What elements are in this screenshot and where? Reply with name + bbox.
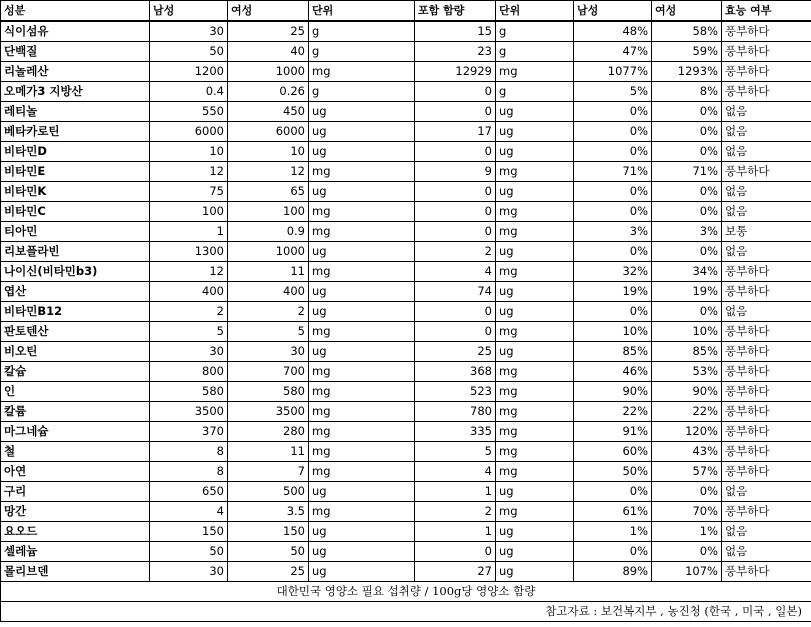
rda-unit-cell: mg [309, 362, 415, 382]
header-cell-content: 포함 함량 [415, 1, 496, 22]
female-pct-cell: 0% [652, 302, 722, 322]
male-pct-cell: 0% [574, 122, 652, 142]
female-rda-cell: 40 [228, 42, 309, 62]
nutrient-name-cell: 베타카로틴 [1, 122, 150, 142]
female-pct-cell: 19% [652, 282, 722, 302]
female-rda-cell: 700 [228, 362, 309, 382]
content-unit-cell: mg [496, 202, 574, 222]
female-rda-cell: 7 [228, 462, 309, 482]
male-rda-cell: 550 [150, 102, 228, 122]
effect-cell: 풍부하다 [722, 262, 811, 282]
content-unit-cell: mg [496, 442, 574, 462]
content-unit-cell: ug [496, 182, 574, 202]
content-unit-cell: g [496, 21, 574, 42]
rda-unit-cell: ug [309, 282, 415, 302]
header-cell-rda-unit: 단위 [309, 1, 415, 22]
female-pct-cell: 1% [652, 522, 722, 542]
table-row [1, 82, 811, 102]
header-cell-nutrient: 성분 [1, 1, 150, 22]
rda-unit-cell: mg [309, 262, 415, 282]
nutrient-name-cell: 마그네슘 [1, 422, 150, 442]
header-cell-effect: 효능 여부 [722, 1, 811, 22]
effect-cell: 풍부하다 [722, 462, 811, 482]
female-rda-cell: 25 [228, 21, 309, 42]
female-rda-cell: 25 [228, 562, 309, 582]
female-rda-cell: 6000 [228, 122, 309, 142]
male-rda-cell: 580 [150, 382, 228, 402]
table-row [1, 422, 811, 442]
rda-unit-cell: ug [309, 142, 415, 162]
content-cell: 0 [415, 102, 496, 122]
rda-unit-cell: mg [309, 422, 415, 442]
male-pct-cell: 10% [574, 322, 652, 342]
content-unit-cell: ug [496, 522, 574, 542]
male-pct-cell: 5% [574, 82, 652, 102]
male-pct-cell: 85% [574, 342, 652, 362]
rda-unit-cell: mg [309, 462, 415, 482]
nutrient-name-cell: 리놀레산 [1, 62, 150, 82]
female-pct-cell: 90% [652, 382, 722, 402]
nutrient-name-cell: 요오드 [1, 522, 150, 542]
content-cell: 5 [415, 442, 496, 462]
male-pct-cell: 60% [574, 442, 652, 462]
male-pct-cell: 0% [574, 542, 652, 562]
table-row [1, 142, 811, 162]
content-cell: 0 [415, 82, 496, 102]
female-pct-cell: 120% [652, 422, 722, 442]
female-pct-cell: 0% [652, 182, 722, 202]
table-row [1, 482, 811, 502]
nutrient-name-cell: 레티놀 [1, 102, 150, 122]
female-rda-cell: 3.5 [228, 502, 309, 522]
effect-cell: 풍부하다 [722, 282, 811, 302]
content-unit-cell: mg [496, 402, 574, 422]
nutrient-name-cell: 구리 [1, 482, 150, 502]
female-rda-cell: 11 [228, 262, 309, 282]
female-rda-cell: 12 [228, 162, 309, 182]
content-unit-cell: mg [496, 162, 574, 182]
table-row [1, 522, 811, 542]
male-pct-cell: 91% [574, 422, 652, 442]
female-rda-cell: 150 [228, 522, 309, 542]
female-rda-cell: 400 [228, 282, 309, 302]
table-caption: 대한민국 영양소 필요 섭취량 / 100g당 영양소 함량 [1, 582, 811, 602]
content-unit-cell: ug [496, 302, 574, 322]
content-cell: 0 [415, 142, 496, 162]
female-pct-cell: 8% [652, 82, 722, 102]
female-pct-cell: 57% [652, 462, 722, 482]
table-row [1, 62, 811, 82]
effect-cell: 풍부하다 [722, 402, 811, 422]
male-pct-cell: 1077% [574, 62, 652, 82]
content-cell: 9 [415, 162, 496, 182]
male-pct-cell: 0% [574, 482, 652, 502]
content-unit-cell: mg [496, 222, 574, 242]
table-row [1, 302, 811, 322]
effect-cell: 풍부하다 [722, 62, 811, 82]
male-rda-cell: 3500 [150, 402, 228, 422]
male-rda-cell: 1 [150, 222, 228, 242]
content-unit-cell: mg [496, 382, 574, 402]
female-pct-cell: 0% [652, 482, 722, 502]
rda-unit-cell: mg [309, 222, 415, 242]
content-cell: 2 [415, 502, 496, 522]
table-row [1, 122, 811, 142]
female-pct-cell: 10% [652, 322, 722, 342]
male-rda-cell: 1300 [150, 242, 228, 262]
header-cell-male-rda: 남성 [150, 1, 228, 22]
table-row [1, 542, 811, 562]
rda-unit-cell: ug [309, 242, 415, 262]
male-rda-cell: 5 [150, 322, 228, 342]
source-cell [1, 602, 811, 622]
female-pct-cell: 0% [652, 242, 722, 262]
female-rda-cell: 500 [228, 482, 309, 502]
female-rda-cell: 2 [228, 302, 309, 322]
content-unit-cell: ug [496, 282, 574, 302]
effect-cell: 없음 [722, 482, 811, 502]
effect-cell: 풍부하다 [722, 502, 811, 522]
rda-unit-cell: mg [309, 322, 415, 342]
content-cell: 1 [415, 482, 496, 502]
effect-cell: 없음 [722, 182, 811, 202]
nutrient-name-cell: 리보플라빈 [1, 242, 150, 262]
effect-cell: 풍부하다 [722, 422, 811, 442]
content-unit-cell: ug [496, 482, 574, 502]
effect-cell: 풍부하다 [722, 382, 811, 402]
male-pct-cell: 3% [574, 222, 652, 242]
table-row [1, 362, 811, 382]
rda-unit-cell: mg [309, 382, 415, 402]
table-row [1, 342, 811, 362]
content-cell: 12929 [415, 62, 496, 82]
female-rda-cell: 30 [228, 342, 309, 362]
female-pct-cell: 107% [652, 562, 722, 582]
male-rda-cell: 4 [150, 502, 228, 522]
effect-cell: 없음 [722, 522, 811, 542]
table-row [1, 562, 811, 582]
male-pct-cell: 32% [574, 262, 652, 282]
effect-cell: 없음 [722, 542, 811, 562]
female-pct-cell: 85% [652, 342, 722, 362]
nutrient-name-cell: 비타민D [1, 142, 150, 162]
female-pct-cell: 70% [652, 502, 722, 522]
content-cell: 74 [415, 282, 496, 302]
female-rda-cell: 580 [228, 382, 309, 402]
rda-unit-cell: mg [309, 502, 415, 522]
header-cell-female-pct: 여성 [652, 1, 722, 22]
male-rda-cell: 800 [150, 362, 228, 382]
nutrient-name-cell: 비타민K [1, 182, 150, 202]
male-pct-cell: 71% [574, 162, 652, 182]
nutrient-name-cell: 티아민 [1, 222, 150, 242]
content-cell: 25 [415, 342, 496, 362]
effect-cell: 풍부하다 [722, 442, 811, 462]
content-cell: 780 [415, 402, 496, 422]
content-cell: 2 [415, 242, 496, 262]
content-unit-cell: ug [496, 142, 574, 162]
female-rda-cell: 450 [228, 102, 309, 122]
effect-cell: 풍부하다 [722, 82, 811, 102]
effect-cell: 보통 [722, 222, 811, 242]
male-rda-cell: 150 [150, 522, 228, 542]
male-rda-cell: 30 [150, 342, 228, 362]
content-cell: 0 [415, 222, 496, 242]
rda-unit-cell: g [309, 82, 415, 102]
male-rda-cell: 370 [150, 422, 228, 442]
male-pct-cell: 48% [574, 21, 652, 42]
table-row [1, 222, 811, 242]
male-rda-cell: 30 [150, 21, 228, 42]
content-cell: 0 [415, 202, 496, 222]
male-rda-cell: 30 [150, 562, 228, 582]
rda-unit-cell: g [309, 21, 415, 42]
content-unit-cell: g [496, 82, 574, 102]
female-rda-cell: 100 [228, 202, 309, 222]
male-rda-cell: 50 [150, 542, 228, 562]
rda-unit-cell: ug [309, 122, 415, 142]
header-cell-male-pct: 남성 [574, 1, 652, 22]
nutrient-name-cell: 망간 [1, 502, 150, 522]
male-pct-cell: 22% [574, 402, 652, 422]
rda-unit-cell: mg [309, 202, 415, 222]
effect-cell: 없음 [722, 202, 811, 222]
male-pct-cell: 1% [574, 522, 652, 542]
male-rda-cell: 1200 [150, 62, 228, 82]
nutrient-name-cell: 칼륨 [1, 402, 150, 422]
content-unit-cell: mg [496, 502, 574, 522]
male-rda-cell: 0.4 [150, 82, 228, 102]
rda-unit-cell: ug [309, 522, 415, 542]
male-rda-cell: 75 [150, 182, 228, 202]
rda-unit-cell: mg [309, 62, 415, 82]
male-pct-cell: 0% [574, 102, 652, 122]
effect-cell: 풍부하다 [722, 162, 811, 182]
rda-unit-cell: mg [309, 402, 415, 422]
female-pct-cell: 0% [652, 202, 722, 222]
content-unit-cell: ug [496, 342, 574, 362]
nutrient-name-cell: 비타민E [1, 162, 150, 182]
content-cell: 335 [415, 422, 496, 442]
female-rda-cell: 280 [228, 422, 309, 442]
content-cell: 523 [415, 382, 496, 402]
nutrient-name-cell: 아연 [1, 462, 150, 482]
table-row [1, 322, 811, 342]
female-pct-cell: 0% [652, 102, 722, 122]
effect-cell: 풍부하다 [722, 562, 811, 582]
male-pct-cell: 0% [574, 182, 652, 202]
source-note: 참고자료 : 보건복지부 , 농진청 (한국 , 미국 , 일본) [545, 604, 802, 618]
content-unit-cell: mg [496, 462, 574, 482]
table-row [1, 42, 811, 62]
female-pct-cell: 59% [652, 42, 722, 62]
female-pct-cell: 0% [652, 122, 722, 142]
female-rda-cell: 10 [228, 142, 309, 162]
content-cell: 4 [415, 462, 496, 482]
content-unit-cell: mg [496, 262, 574, 282]
content-unit-cell: mg [496, 362, 574, 382]
content-unit-cell: mg [496, 322, 574, 342]
rda-unit-cell: ug [309, 342, 415, 362]
content-unit-cell: ug [496, 242, 574, 262]
nutrient-name-cell: 단백질 [1, 42, 150, 62]
female-rda-cell: 0.26 [228, 82, 309, 102]
source-row [1, 602, 811, 622]
rda-unit-cell: ug [309, 542, 415, 562]
female-pct-cell: 0% [652, 142, 722, 162]
male-rda-cell: 100 [150, 202, 228, 222]
content-unit-cell: ug [496, 122, 574, 142]
rda-unit-cell: ug [309, 302, 415, 322]
header-row [1, 1, 811, 22]
rda-unit-cell: ug [309, 482, 415, 502]
female-rda-cell: 3500 [228, 402, 309, 422]
effect-cell: 풍부하다 [722, 342, 811, 362]
female-pct-cell: 3% [652, 222, 722, 242]
effect-cell: 없음 [722, 102, 811, 122]
table-row [1, 202, 811, 222]
nutrient-name-cell: 비타민C [1, 202, 150, 222]
rda-unit-cell: g [309, 42, 415, 62]
effect-cell: 풍부하다 [722, 42, 811, 62]
table-row [1, 282, 811, 302]
effect-cell: 없음 [722, 142, 811, 162]
female-pct-cell: 34% [652, 262, 722, 282]
female-pct-cell: 71% [652, 162, 722, 182]
nutrient-name-cell: 몰리브덴 [1, 562, 150, 582]
male-rda-cell: 12 [150, 162, 228, 182]
content-unit-cell: mg [496, 422, 574, 442]
female-rda-cell: 11 [228, 442, 309, 462]
nutrient-name-cell: 엽산 [1, 282, 150, 302]
rda-unit-cell: ug [309, 562, 415, 582]
table-row [1, 442, 811, 462]
effect-cell: 풍부하다 [722, 362, 811, 382]
content-cell: 0 [415, 322, 496, 342]
male-rda-cell: 400 [150, 282, 228, 302]
male-pct-cell: 0% [574, 242, 652, 262]
content-unit-cell: ug [496, 102, 574, 122]
content-unit-cell: mg [496, 62, 574, 82]
table-row [1, 262, 811, 282]
content-cell: 1 [415, 522, 496, 542]
female-pct-cell: 0% [652, 542, 722, 562]
content-cell: 17 [415, 122, 496, 142]
content-cell: 368 [415, 362, 496, 382]
male-pct-cell: 50% [574, 462, 652, 482]
nutrient-name-cell: 칼슘 [1, 362, 150, 382]
content-cell: 27 [415, 562, 496, 582]
female-rda-cell: 0.9 [228, 222, 309, 242]
table-row [1, 402, 811, 422]
rda-unit-cell: ug [309, 102, 415, 122]
rda-unit-cell: mg [309, 162, 415, 182]
female-rda-cell: 1000 [228, 62, 309, 82]
rda-unit-cell: ug [309, 182, 415, 202]
content-cell: 0 [415, 182, 496, 202]
header-cell-female-rda: 여성 [228, 1, 309, 22]
effect-cell: 풍부하다 [722, 322, 811, 342]
header-cell-content-unit: 단위 [496, 1, 574, 22]
nutrient-name-cell: 오메가3 지방산 [1, 82, 150, 102]
table-row [1, 242, 811, 262]
nutrient-name-cell: 비오틴 [1, 342, 150, 362]
male-rda-cell: 650 [150, 482, 228, 502]
content-unit-cell: ug [496, 562, 574, 582]
male-pct-cell: 89% [574, 562, 652, 582]
female-rda-cell: 50 [228, 542, 309, 562]
male-pct-cell: 19% [574, 282, 652, 302]
male-pct-cell: 0% [574, 142, 652, 162]
content-cell: 0 [415, 542, 496, 562]
effect-cell: 풍부하다 [722, 21, 811, 42]
male-pct-cell: 46% [574, 362, 652, 382]
nutrient-name-cell: 셀레늄 [1, 542, 150, 562]
content-cell: 23 [415, 42, 496, 62]
male-rda-cell: 10 [150, 142, 228, 162]
content-unit-cell: ug [496, 542, 574, 562]
female-pct-cell: 43% [652, 442, 722, 462]
table-row [1, 182, 811, 202]
table-body [1, 1, 811, 582]
male-rda-cell: 6000 [150, 122, 228, 142]
nutrient-name-cell: 식이섬유 [1, 21, 150, 42]
content-cell: 0 [415, 302, 496, 322]
female-rda-cell: 65 [228, 182, 309, 202]
nutrient-name-cell: 철 [1, 442, 150, 462]
female-rda-cell: 5 [228, 322, 309, 342]
content-cell: 4 [415, 262, 496, 282]
table-row [1, 502, 811, 522]
rda-unit-cell: mg [309, 442, 415, 462]
nutrient-name-cell: 인 [1, 382, 150, 402]
content-unit-cell: g [496, 42, 574, 62]
content-cell: 15 [415, 21, 496, 42]
effect-cell: 없음 [722, 122, 811, 142]
table-row [1, 162, 811, 182]
female-rda-cell: 1000 [228, 242, 309, 262]
female-pct-cell: 1293% [652, 62, 722, 82]
nutrient-name-cell: 판토텐산 [1, 322, 150, 342]
nutrient-name-cell: 나이신(비타민b3) [1, 262, 150, 282]
male-rda-cell: 12 [150, 262, 228, 282]
table-row [1, 21, 811, 42]
male-pct-cell: 0% [574, 302, 652, 322]
effect-cell: 없음 [722, 242, 811, 262]
table-row [1, 462, 811, 482]
nutrient-name-cell: 비타민B12 [1, 302, 150, 322]
male-pct-cell: 90% [574, 382, 652, 402]
effect-cell: 없음 [722, 302, 811, 322]
caption-row [1, 582, 811, 602]
male-rda-cell: 50 [150, 42, 228, 62]
female-pct-cell: 58% [652, 21, 722, 42]
male-pct-cell: 61% [574, 502, 652, 522]
male-rda-cell: 8 [150, 442, 228, 462]
male-rda-cell: 2 [150, 302, 228, 322]
female-pct-cell: 22% [652, 402, 722, 422]
male-rda-cell: 8 [150, 462, 228, 482]
table-row [1, 382, 811, 402]
male-pct-cell: 0% [574, 202, 652, 222]
female-pct-cell: 53% [652, 362, 722, 382]
male-pct-cell: 47% [574, 42, 652, 62]
table-row [1, 102, 811, 122]
